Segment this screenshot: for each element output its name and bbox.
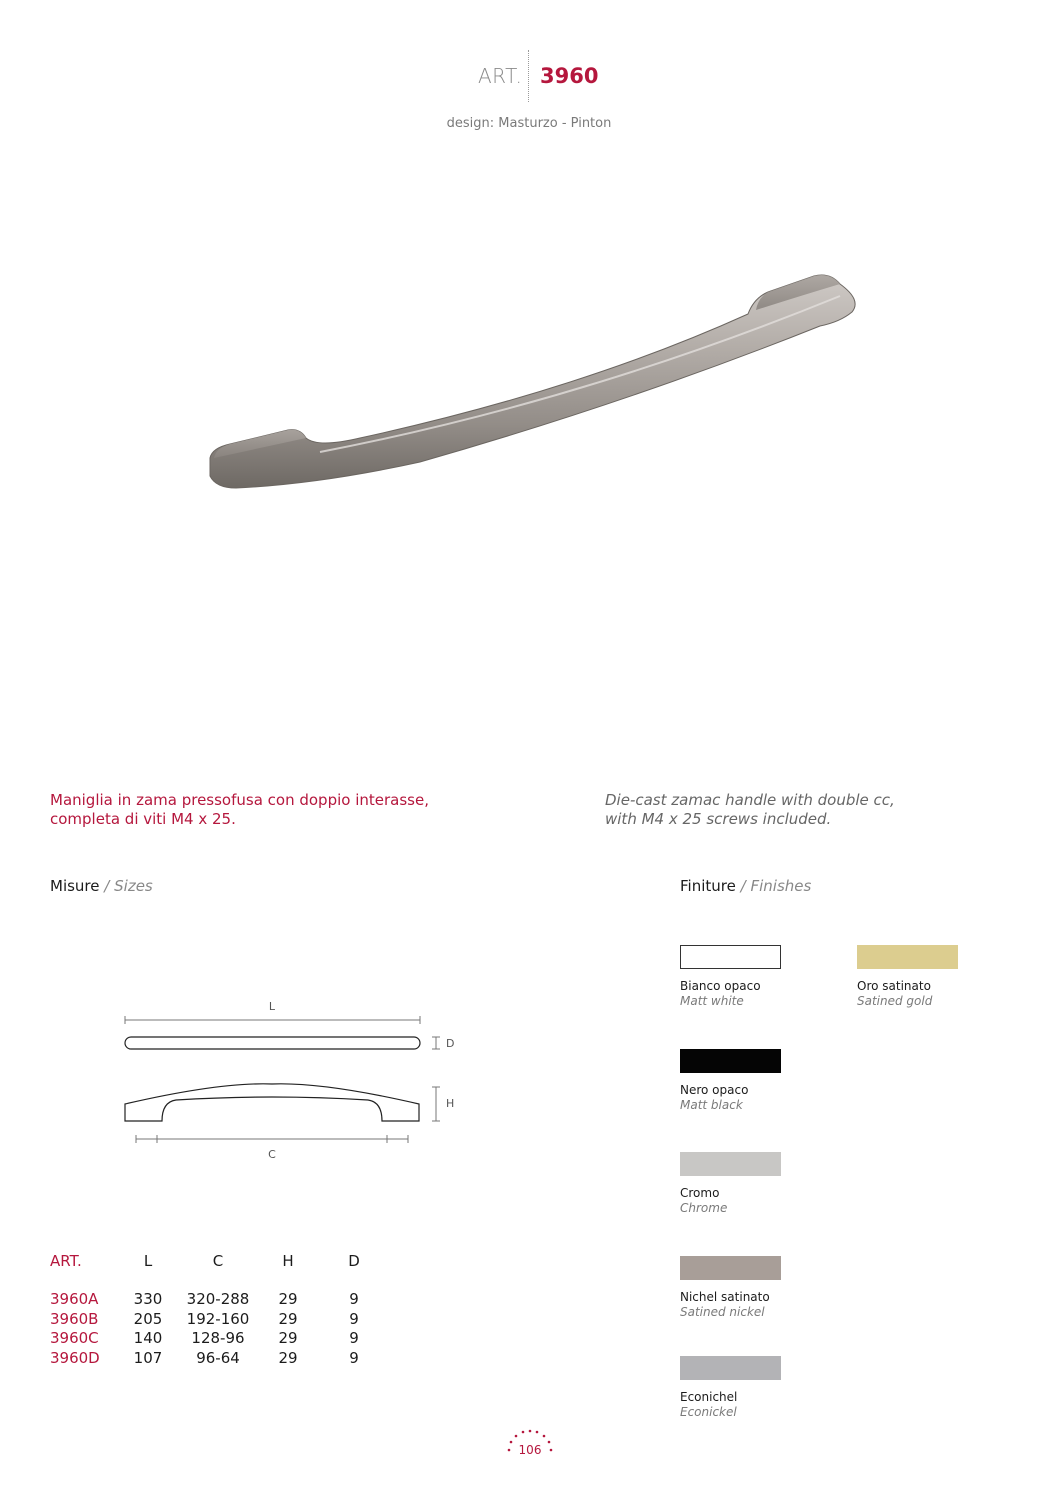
cell-code: 3960C — [50, 1329, 99, 1347]
cell-code: 3960A — [50, 1290, 99, 1308]
dimension-label-c: C — [268, 1148, 276, 1161]
finishes-heading — [680, 877, 811, 895]
dimension-label-l: L — [268, 1000, 276, 1013]
description-it-line-2: completa di viti M4 x 25. — [50, 810, 236, 828]
finish-name-en: Chrome — [680, 1201, 728, 1215]
cell-h: 29 — [278, 1290, 298, 1308]
cell-h: 29 — [278, 1329, 298, 1347]
finish-swatch — [680, 1356, 781, 1380]
sizes-title-separator: / — [104, 877, 110, 895]
finish-name: Econichel — [680, 1390, 738, 1404]
finish-name: Bianco opaco — [680, 979, 761, 993]
finish-swatch — [680, 1152, 781, 1176]
cell-l: 107 — [133, 1348, 163, 1367]
finish-swatch — [680, 1049, 781, 1073]
dimension-label-d: D — [446, 1037, 455, 1050]
finish-name-en: Matt black — [680, 1098, 743, 1112]
art-label: ART. — [478, 64, 523, 88]
table-row — [50, 1349, 390, 1369]
table-row — [50, 1290, 390, 1310]
sizes-table — [50, 1252, 390, 1368]
sizes-heading — [50, 877, 153, 895]
description-italian — [50, 791, 470, 829]
header-divider — [528, 50, 529, 102]
finish-name-en: Satined gold — [857, 994, 933, 1008]
cell-c: 128-96 — [191, 1329, 245, 1347]
product-handle-image — [200, 262, 870, 502]
cell-d: 9 — [349, 1348, 359, 1367]
header-art: ART. — [50, 1252, 82, 1270]
cell-d: 9 — [349, 1309, 359, 1328]
finish-oro-satinato — [857, 945, 958, 1009]
description-en-line-2: with M4 x 25 screws included. — [605, 810, 832, 828]
finish-swatch — [857, 945, 958, 969]
finish-name-en: Satined nickel — [680, 1305, 765, 1319]
cell-l: 140 — [133, 1329, 163, 1347]
finishes-title: Finiture — [680, 877, 736, 895]
cell-h: 29 — [278, 1348, 298, 1367]
header-l: L — [143, 1252, 153, 1270]
finishes-title-separator: / — [740, 877, 746, 895]
cell-l: 205 — [133, 1309, 163, 1328]
finish-cromo — [680, 1152, 781, 1216]
finish-name: Oro satinato — [857, 979, 931, 993]
finish-swatch — [680, 1256, 781, 1280]
finishes-title-en: Finishes — [750, 877, 812, 895]
dimension-drawing — [110, 990, 470, 1170]
finish-econichel — [680, 1356, 781, 1420]
cell-d: 9 — [349, 1329, 359, 1347]
finish-name: Nero opaco — [680, 1083, 749, 1097]
header-h: H — [282, 1252, 294, 1270]
dimension-label-h: H — [446, 1097, 455, 1110]
cell-code: 3960D — [50, 1348, 100, 1367]
sizes-title: Misure — [50, 877, 100, 895]
cell-c: 96-64 — [196, 1348, 240, 1367]
cell-c: 320-288 — [186, 1290, 250, 1308]
finish-name-en: Econickel — [680, 1405, 737, 1419]
cell-h: 29 — [278, 1309, 298, 1328]
finish-name: Nichel satinato — [680, 1290, 770, 1304]
table-row — [50, 1310, 390, 1330]
cell-d: 9 — [349, 1290, 359, 1308]
finish-name-en: Matt white — [680, 994, 744, 1008]
finish-swatch — [680, 945, 781, 969]
description-english — [605, 791, 1005, 829]
finish-nero-opaco — [680, 1049, 781, 1113]
description-en-line-1: Die-cast zamac handle with double cc, — [605, 791, 895, 809]
finish-name: Cromo — [680, 1186, 720, 1200]
header-c: C — [212, 1252, 224, 1270]
header-d: D — [348, 1252, 360, 1270]
page-number: 106 — [518, 1443, 542, 1457]
description-it-line-1: Maniglia in zama pressofusa con doppio interasse, — [50, 791, 429, 809]
finish-bianco-opaco — [680, 945, 781, 1009]
table-header-row — [50, 1252, 390, 1290]
cell-l: 330 — [133, 1290, 163, 1308]
finish-nichel-satinato — [680, 1256, 781, 1320]
table-row — [50, 1329, 390, 1349]
cell-code: 3960B — [50, 1309, 99, 1328]
article-code: 3960 — [540, 64, 599, 88]
cell-c: 192-160 — [186, 1309, 250, 1328]
sizes-title-en: Sizes — [114, 877, 153, 895]
designer-credit: design: Masturzo - Pinton — [446, 116, 612, 131]
